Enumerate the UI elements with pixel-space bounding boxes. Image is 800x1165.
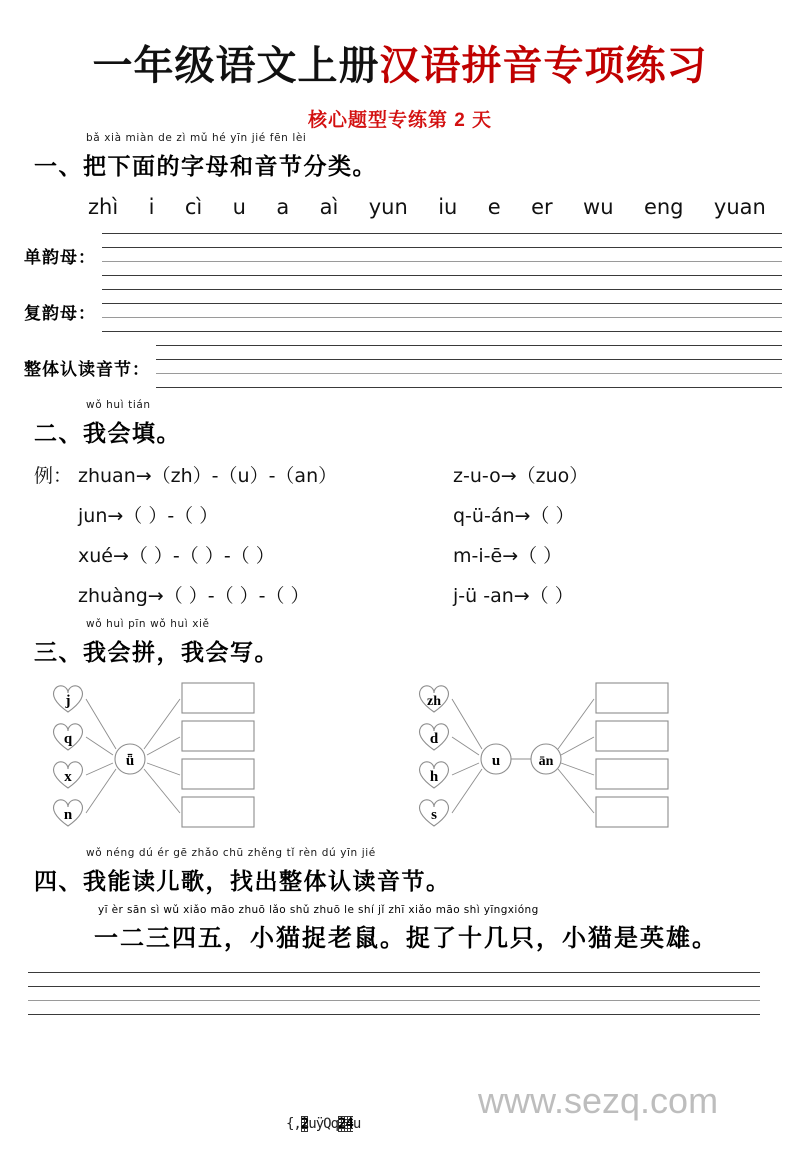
left-heart-4	[54, 800, 83, 826]
footer-box-1: 2	[300, 1116, 309, 1132]
answer-writing-guide[interactable]	[28, 972, 760, 1016]
fill-row-left[interactable]: jun→（ ）-（ ）	[78, 505, 219, 527]
heart-label: x	[64, 769, 72, 785]
page-subtitle: 核心题型专练第 2 天	[307, 110, 493, 131]
syllable-item: yuan	[713, 195, 766, 219]
exercise-3-heading	[34, 608, 780, 667]
right-heart-2	[420, 724, 449, 750]
right-circle-final	[531, 744, 561, 774]
exercise-2	[34, 389, 780, 608]
fill-row-right[interactable]: j-ü -an→（ ）	[453, 585, 574, 607]
footer-mid: uÿQq	[308, 1116, 339, 1132]
writing-guide[interactable]	[102, 289, 782, 333]
answer-box[interactable]	[596, 683, 668, 713]
exercise-2-heading	[34, 389, 780, 448]
syllable-item: wu	[583, 195, 614, 219]
syllable-item: er	[531, 195, 553, 219]
exercise-1-title: 一、把下面的字母和音节分类。	[34, 154, 377, 179]
fill-row-left[interactable]: zhuàng→（ ）-（ ）-（ ）	[78, 585, 310, 607]
rhyme-text: 一二三四五，小猫捉老鼠。捉了十几只，小猫是英雄。	[94, 926, 718, 952]
guide-line	[102, 275, 782, 276]
exercise-3	[34, 608, 780, 837]
category-label: 整体认读音节：	[24, 359, 150, 379]
left-heart-1	[54, 686, 83, 712]
right-diagram-connectors	[452, 699, 594, 813]
fill-row	[34, 461, 780, 488]
guide-line	[102, 233, 782, 234]
exercise-4-heading	[34, 837, 780, 896]
syllable-list	[88, 195, 766, 219]
left-heart-3	[54, 762, 83, 788]
fill-row	[34, 541, 780, 568]
fill-row-left[interactable]: zhuan→（zh）-（u）-（an）	[78, 465, 338, 487]
exercise-1	[34, 132, 780, 181]
page-title-black: 一年级语文上册	[92, 43, 380, 88]
category-guides	[0, 233, 800, 389]
syllable-item: eng	[643, 195, 684, 219]
syllable-item: u	[232, 195, 246, 219]
exercise-3-title: 三、我会拼，我会写。	[34, 640, 279, 665]
syllable-item: aì	[319, 195, 339, 219]
exercise-2-pinyin: wǒ huì tián	[86, 399, 151, 411]
left-heart-2	[54, 724, 83, 750]
syllable-item: yun	[368, 195, 408, 219]
syllable-item: iu	[438, 195, 458, 219]
answer-box[interactable]	[596, 721, 668, 751]
right-heart-4	[420, 800, 449, 826]
spelling-diagrams	[34, 677, 780, 837]
guide-line	[102, 289, 782, 290]
circle-label: u	[491, 753, 501, 769]
guide-line	[28, 972, 760, 973]
heart-label: j	[65, 693, 71, 709]
right-circle-medial	[481, 744, 511, 774]
circle-label: ǖ	[125, 753, 135, 769]
fill-row-right[interactable]: q-ü-án→（ ）	[453, 505, 575, 527]
exercise-1-heading	[34, 132, 780, 181]
footer-pre: {,	[286, 1116, 301, 1132]
rhyme-block	[34, 904, 780, 958]
syllable-item: i	[148, 195, 155, 219]
exercise-4-pinyin: wǒ néng dú ér gē zhǎo chū zhěng tǐ rèn dú yīn jié	[86, 847, 376, 859]
answer-box[interactable]	[182, 759, 254, 789]
fill-row	[34, 581, 780, 608]
footer-box-2: 24	[338, 1116, 353, 1132]
answer-box[interactable]	[596, 797, 668, 827]
exercise-1-pinyin: bǎ xià miàn de zì mǔ hé yīn jié fēn lèi	[86, 132, 307, 144]
exercise-3-pinyin: wǒ huì pīn wǒ huì xiě	[86, 618, 210, 630]
category-row-fuyunmu	[0, 289, 800, 333]
right-heart-1	[420, 686, 449, 712]
fill-row-right[interactable]: m-i-ē→（ ）	[453, 545, 563, 567]
guide-line	[156, 387, 782, 388]
page-title-red: 汉语拼音专项练习	[379, 43, 708, 88]
exercise-2-title: 二、我会填。	[34, 421, 181, 446]
category-row-zhengtirendu	[0, 345, 800, 389]
guide-line	[156, 373, 782, 374]
circle-label: ān	[538, 754, 554, 769]
guide-line	[28, 1014, 760, 1015]
rhyme-pinyin: yī èr sān sì wǔ xiǎo māo zhuō lǎo shǔ zhuō le shí jǐ zhī xiǎo māo shì yīngxióng	[98, 904, 539, 916]
syllable-item: cì	[184, 195, 203, 219]
category-label: 复韵母：	[24, 303, 96, 323]
guide-line	[28, 986, 760, 987]
footer-garbled-text	[286, 1116, 360, 1132]
heart-label: q	[63, 731, 73, 747]
guide-line	[102, 317, 782, 318]
guide-line	[102, 261, 782, 262]
guide-line	[28, 1000, 760, 1001]
fill-row-left[interactable]: xué→（ ）-（ ）-（ ）	[78, 545, 275, 567]
heart-label: n	[63, 807, 73, 823]
syllable-item: a	[276, 195, 290, 219]
guide-line	[156, 345, 782, 346]
page-title	[0, 34, 800, 91]
exercise-4	[34, 837, 780, 958]
answer-box[interactable]	[596, 759, 668, 789]
left-answer-boxes[interactable]	[182, 683, 254, 827]
heart-label: s	[431, 807, 437, 823]
heart-label: d	[429, 731, 439, 747]
fill-row-lead: 例：	[34, 466, 73, 487]
right-heart-3	[420, 762, 449, 788]
fill-in-rows	[34, 461, 780, 608]
writing-guide[interactable]	[102, 233, 782, 277]
fill-row-right[interactable]: z-u-o→（zuo）	[453, 465, 589, 487]
spelling-diagram-svg	[34, 677, 764, 837]
syllable-item: e	[487, 195, 501, 219]
guide-line	[102, 247, 782, 248]
left-circle-final	[115, 744, 145, 774]
site-watermark: www.sezq.com	[478, 1080, 719, 1121]
category-row-danyunmu	[0, 233, 800, 277]
answer-box[interactable]	[182, 683, 254, 713]
footer-post: u	[352, 1116, 361, 1132]
exercise-4-title: 四、我能读儿歌，找出整体认读音节。	[34, 869, 451, 894]
fill-row	[34, 501, 780, 528]
guide-line	[102, 331, 782, 332]
heart-label: h	[429, 769, 439, 785]
right-answer-boxes[interactable]	[596, 683, 668, 827]
answer-box[interactable]	[182, 721, 254, 751]
guide-line	[156, 359, 782, 360]
syllable-item: zhì	[88, 195, 119, 219]
writing-guide[interactable]	[156, 345, 782, 389]
answer-box[interactable]	[182, 797, 254, 827]
heart-label: zh	[427, 694, 441, 709]
category-label: 单韵母：	[24, 247, 96, 267]
guide-line	[102, 303, 782, 304]
